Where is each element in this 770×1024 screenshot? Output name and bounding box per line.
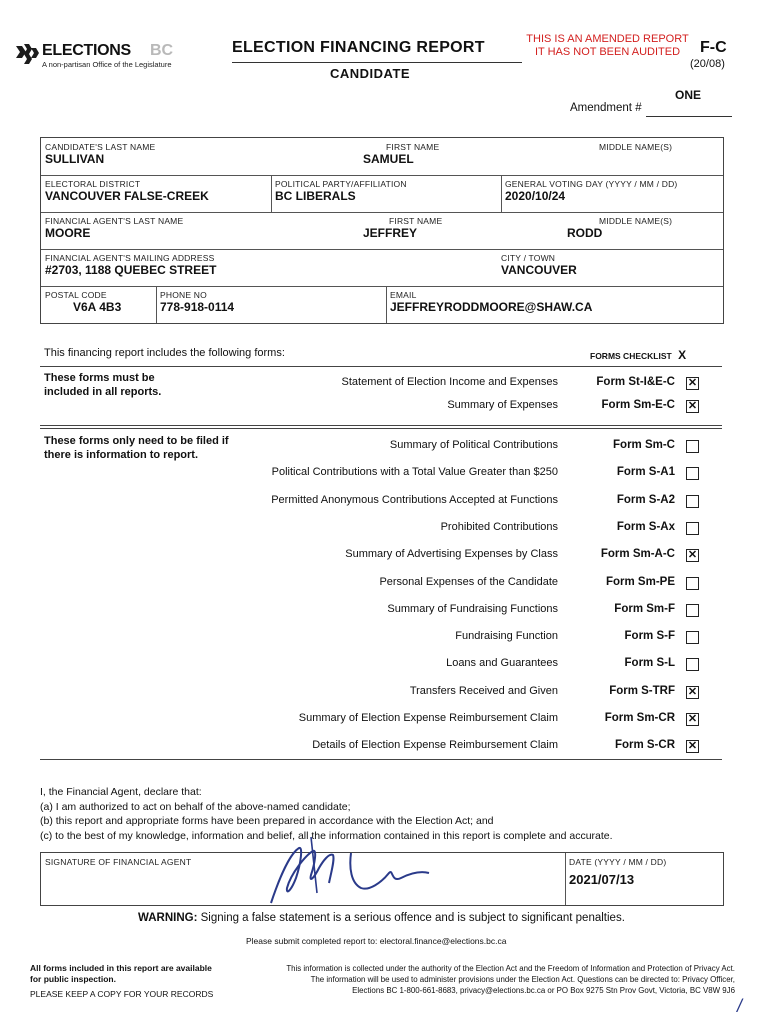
email-value: JEFFREYRODDMOORE@SHAW.CA (390, 300, 593, 314)
warning-label: WARNING: (138, 912, 198, 924)
declaration-line: (c) to the best of my knowledge, information and belief, all the information contained in this report is complete and accurate. (40, 829, 613, 842)
page-title: ELECTION FINANCING REPORT (232, 39, 485, 56)
title-underline (232, 62, 522, 63)
form-code: Form S-A2 (616, 493, 675, 506)
form-code: Form S-TRF (609, 684, 675, 697)
checklist-mark: X (678, 348, 687, 362)
form-description: Loans and Guarantees (446, 657, 558, 670)
agent-first-name-label: FIRST NAME (389, 216, 443, 226)
form-description: Summary of Advertising Expenses by Class (345, 548, 558, 561)
declaration-line: I, the Financial Agent, declare that: (40, 786, 202, 798)
form-checkbox[interactable]: ✕ (687, 713, 698, 725)
candidate-last-name-label: CANDIDATE'S LAST NAME (45, 142, 156, 152)
email-label: EMAIL (390, 290, 417, 300)
form-checkbox[interactable]: ✕ (687, 740, 698, 753)
candidate-first-name: SAMUEL (363, 152, 414, 166)
district-value: VANCOUVER FALSE-CREEK (45, 189, 209, 203)
candidate-first-name-label: FIRST NAME (386, 142, 440, 152)
agent-city: VANCOUVER (501, 263, 577, 277)
footer-right (232, 963, 735, 996)
form-code: F-C (700, 39, 727, 56)
amendment-label: Amendment # (570, 102, 642, 114)
warning (138, 912, 625, 924)
divider (41, 286, 723, 287)
form-description: Personal Expenses of the Candidate (379, 575, 558, 588)
form-code: Form Sm-CR (604, 712, 675, 724)
submit-instructions: Please submit completed report to: electoral.finance@elections.bc.ca (246, 936, 507, 946)
checklist-label: FORMS CHECKLIST (590, 351, 672, 361)
identification-box (40, 137, 724, 324)
checklist-heading (590, 346, 686, 364)
candidate-last-name: SULLIVAN (45, 152, 105, 166)
signature-date: 2021/07/13 (569, 872, 635, 887)
declaration-line: (a) I am authorized to act on behalf of the above-named candidate; (40, 800, 351, 813)
form-checkbox[interactable] (686, 577, 699, 590)
voting-day-value: 2020/10/24 (505, 189, 566, 203)
divider (386, 286, 387, 323)
form-checkbox[interactable]: ✕ (687, 400, 698, 412)
amendment-value: ONE (675, 88, 702, 102)
logo-text: ELECTIONS (42, 42, 131, 59)
privacy-note-2: The information will be used to administer provisions under the Election Act. Questions can be directed to: Privacy Officer, (310, 975, 735, 984)
form-checkbox[interactable]: ✕ (687, 549, 698, 562)
amended-notice (520, 33, 695, 59)
agent-address-label: FINANCIAL AGENT'S MAILING ADDRESS (45, 253, 215, 263)
agent-address: #2703, 1188 QUEBEC STREET (45, 263, 217, 277)
divider (41, 175, 723, 176)
agent-middle-name-label: MIDDLE NAME(S) (599, 216, 673, 226)
party-value: BC LIBERALS (275, 189, 356, 203)
form-description: Details of Election Expense Reimbursement Claim (312, 739, 558, 752)
form-checkbox[interactable] (686, 522, 699, 535)
divider (156, 286, 157, 323)
page-subtitle: CANDIDATE (330, 66, 411, 81)
amended-line2: IT HAS NOT BEEN AUDITED (534, 46, 681, 58)
form-checkbox[interactable] (686, 467, 699, 480)
form-checkbox[interactable]: ✕ (687, 377, 698, 389)
footer-left (30, 963, 213, 1000)
phone-value: 778-918-0114 (160, 300, 235, 314)
form-checkbox[interactable] (686, 658, 699, 671)
form-code: Form S-CR (614, 739, 675, 752)
public-inspection-note: All forms included in this report are available (30, 963, 212, 973)
divider (271, 175, 272, 212)
group1-label: These forms must be included in all reports. (44, 372, 162, 398)
form-description: Summary of Fundraising Functions (387, 602, 558, 615)
form-code: Form S-L (624, 657, 675, 670)
keep-copy-note: PLEASE KEEP A COPY FOR YOUR RECORDS (30, 989, 214, 999)
form-code: Form S-A1 (616, 466, 675, 479)
signature-icon (251, 833, 451, 913)
form-description: Prohibited Contributions (440, 520, 558, 533)
candidate-middle-name-label: MIDDLE NAME(S) (599, 142, 673, 152)
divider (501, 175, 502, 212)
signature-box (40, 852, 724, 906)
phone-label: PHONE NO (160, 290, 207, 300)
form-description: Political Contributions with a Total Value Greater than $250 (271, 466, 558, 479)
form-code: Form S-Ax (616, 520, 675, 533)
form-description: Transfers Received and Given (409, 684, 558, 697)
public-inspection-note-2: for public inspection. (30, 974, 116, 984)
agent-last-name: MOORE (45, 226, 91, 240)
form-code: Form Sm-C (613, 439, 675, 451)
form-code: Form Sm-PE (605, 575, 675, 588)
form-description: Fundraising Function (455, 630, 558, 643)
form-version: (20/08) (690, 58, 725, 70)
postal-code-label: POSTAL CODE (45, 290, 107, 300)
form-checkbox[interactable] (686, 631, 699, 644)
form-code: Form St-I&E-C (596, 376, 675, 388)
page-mark: / (737, 996, 743, 1016)
amendment-line (646, 116, 732, 117)
signature-label: SIGNATURE OF FINANCIAL AGENT (45, 857, 192, 867)
signature-date-label: DATE (YYYY / MM / DD) (569, 857, 667, 867)
agent-first-name: JEFFREY (363, 226, 418, 240)
voting-day-label: GENERAL VOTING DAY (YYYY / MM / DD) (505, 179, 678, 189)
agent-last-name-label: FINANCIAL AGENT'S LAST NAME (45, 216, 184, 226)
group2-label: These forms only need to be filed if there is information to report. (44, 435, 229, 461)
form-description: Summary of Expenses (447, 399, 558, 411)
agent-city-label: CITY / TOWN (501, 253, 556, 263)
district-label: ELECTORAL DISTRICT (45, 179, 141, 189)
party-label: POLITICAL PARTY/AFFILIATION (275, 179, 407, 189)
agent-middle-name: RODD (567, 226, 603, 240)
form-description: Summary of Political Contributions (389, 439, 558, 451)
form-code: Form Sm-A-C (600, 548, 675, 561)
form-description: Permitted Anonymous Contributions Accepted at Functions (271, 493, 558, 506)
forms-intro: This financing report includes the following forms: (44, 347, 285, 359)
logo (14, 40, 194, 74)
divider (41, 212, 723, 213)
logo-bc: BC (150, 42, 174, 59)
amended-line1: THIS IS AN AMENDED REPORT (526, 33, 689, 45)
form-description: Summary of Election Expense Reimbursement Claim (298, 712, 558, 724)
divider (41, 249, 723, 250)
form-checkbox[interactable]: ✕ (687, 685, 698, 698)
declaration-line: (b) this report and appropriate forms have been prepared in accordance with the Election Act; and (40, 815, 494, 827)
form-checkbox[interactable] (686, 604, 699, 617)
form-code: Form Sm-F (614, 602, 675, 615)
divider (565, 853, 566, 905)
form-code: Form Sm-E-C (601, 399, 675, 411)
form-checkbox[interactable] (686, 495, 699, 508)
warning-text: Signing a false statement is a serious offence and is subject to significant penalties. (200, 912, 625, 924)
postal-code: V6A 4B3 (73, 300, 122, 314)
logo-tagline: A non-partisan Office of the Legislature (42, 60, 172, 69)
form-code: Form S-F (624, 630, 675, 643)
privacy-note-3: Elections BC 1-800-661-8683, privacy@elections.bc.ca or PO Box 9275 Stn Prov Govt, Victoria, BC V8W 9J6 (352, 986, 735, 995)
privacy-note-1: This information is collected under the authority of the Election Act and the Freedom of Information and Protection of Privacy Act. (286, 964, 735, 973)
form-description: Statement of Election Income and Expenses (341, 376, 558, 388)
elections-bc-logo-icon (14, 42, 40, 64)
form-checkbox[interactable] (686, 440, 699, 453)
